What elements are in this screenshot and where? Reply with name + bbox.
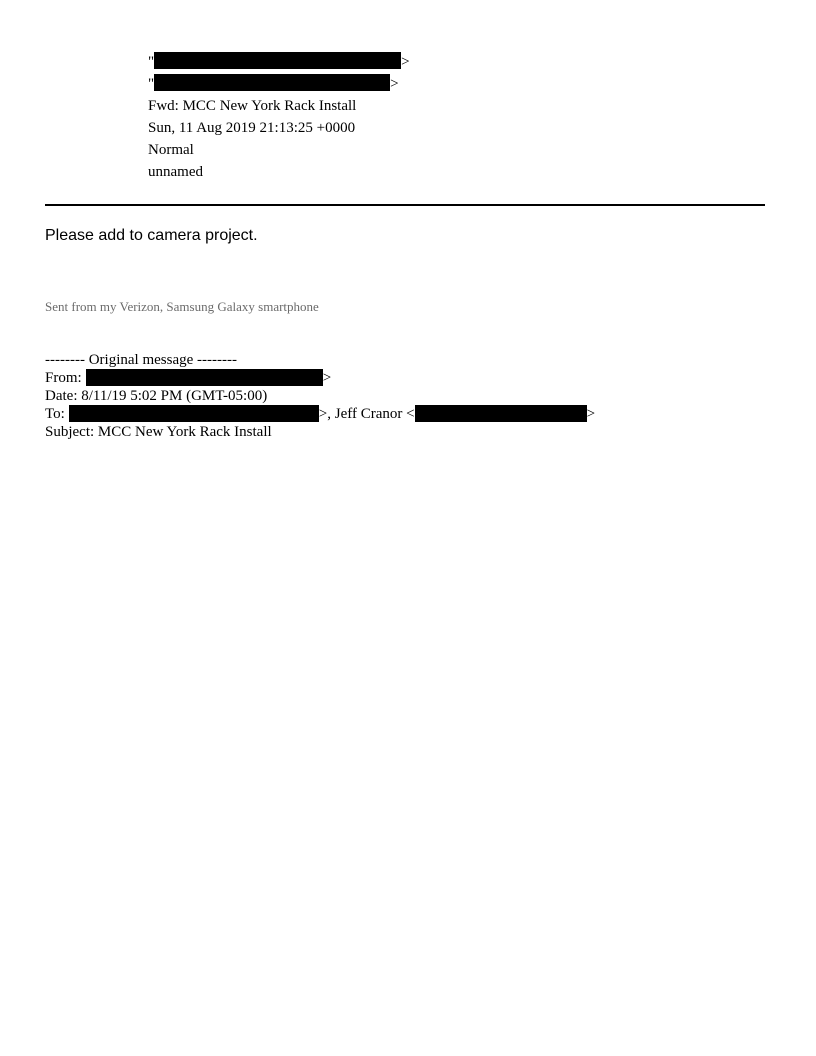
redaction-box — [86, 369, 323, 386]
original-to-middle: >, Jeff Cranor < — [318, 406, 415, 422]
original-to-line — [45, 405, 595, 423]
header-subject-value: Fwd: MCC New York Rack Install — [148, 98, 357, 114]
original-from-line — [45, 369, 595, 387]
header-importance-row — [0, 139, 600, 161]
header-to-suffix: > — [390, 76, 399, 92]
header-divider — [45, 204, 765, 206]
original-to-label: To: — [45, 406, 65, 422]
header-embedded-value: unnamed — [148, 164, 203, 180]
redaction-box — [69, 405, 319, 422]
header-from-prefix: " — [148, 54, 155, 70]
header-date-row — [0, 117, 600, 139]
header-from-row — [0, 51, 600, 73]
original-subject-line: Subject: MCC New York Rack Install — [45, 424, 272, 440]
original-to-suffix: > — [586, 406, 596, 422]
header-importance-value: Normal — [148, 142, 194, 158]
header-date-value: Sun, 11 Aug 2019 21:13:25 +0000 — [148, 120, 356, 136]
header-to-prefix: " — [148, 76, 155, 92]
original-date-line: Date: 8/11/19 5:02 PM (GMT-05:00) — [45, 388, 268, 404]
original-from-suffix: > — [322, 370, 332, 386]
email-header — [0, 51, 600, 183]
header-from-value — [148, 51, 410, 73]
header-from-suffix: > — [401, 54, 410, 70]
header-to-row — [0, 73, 600, 95]
original-from-label: From: — [45, 370, 82, 386]
redaction-box — [154, 52, 401, 69]
message-body: Please add to camera project. — [45, 227, 258, 244]
signature-line: Sent from my Verizon, Samsung Galaxy smartphone — [45, 299, 319, 314]
header-to-value — [148, 73, 399, 95]
original-message — [45, 351, 595, 441]
header-subject-row — [0, 95, 600, 117]
header-embedded-row — [0, 161, 600, 183]
redaction-box — [154, 74, 390, 91]
original-separator: -------- Original message -------- — [45, 352, 237, 368]
redaction-box — [415, 405, 587, 422]
